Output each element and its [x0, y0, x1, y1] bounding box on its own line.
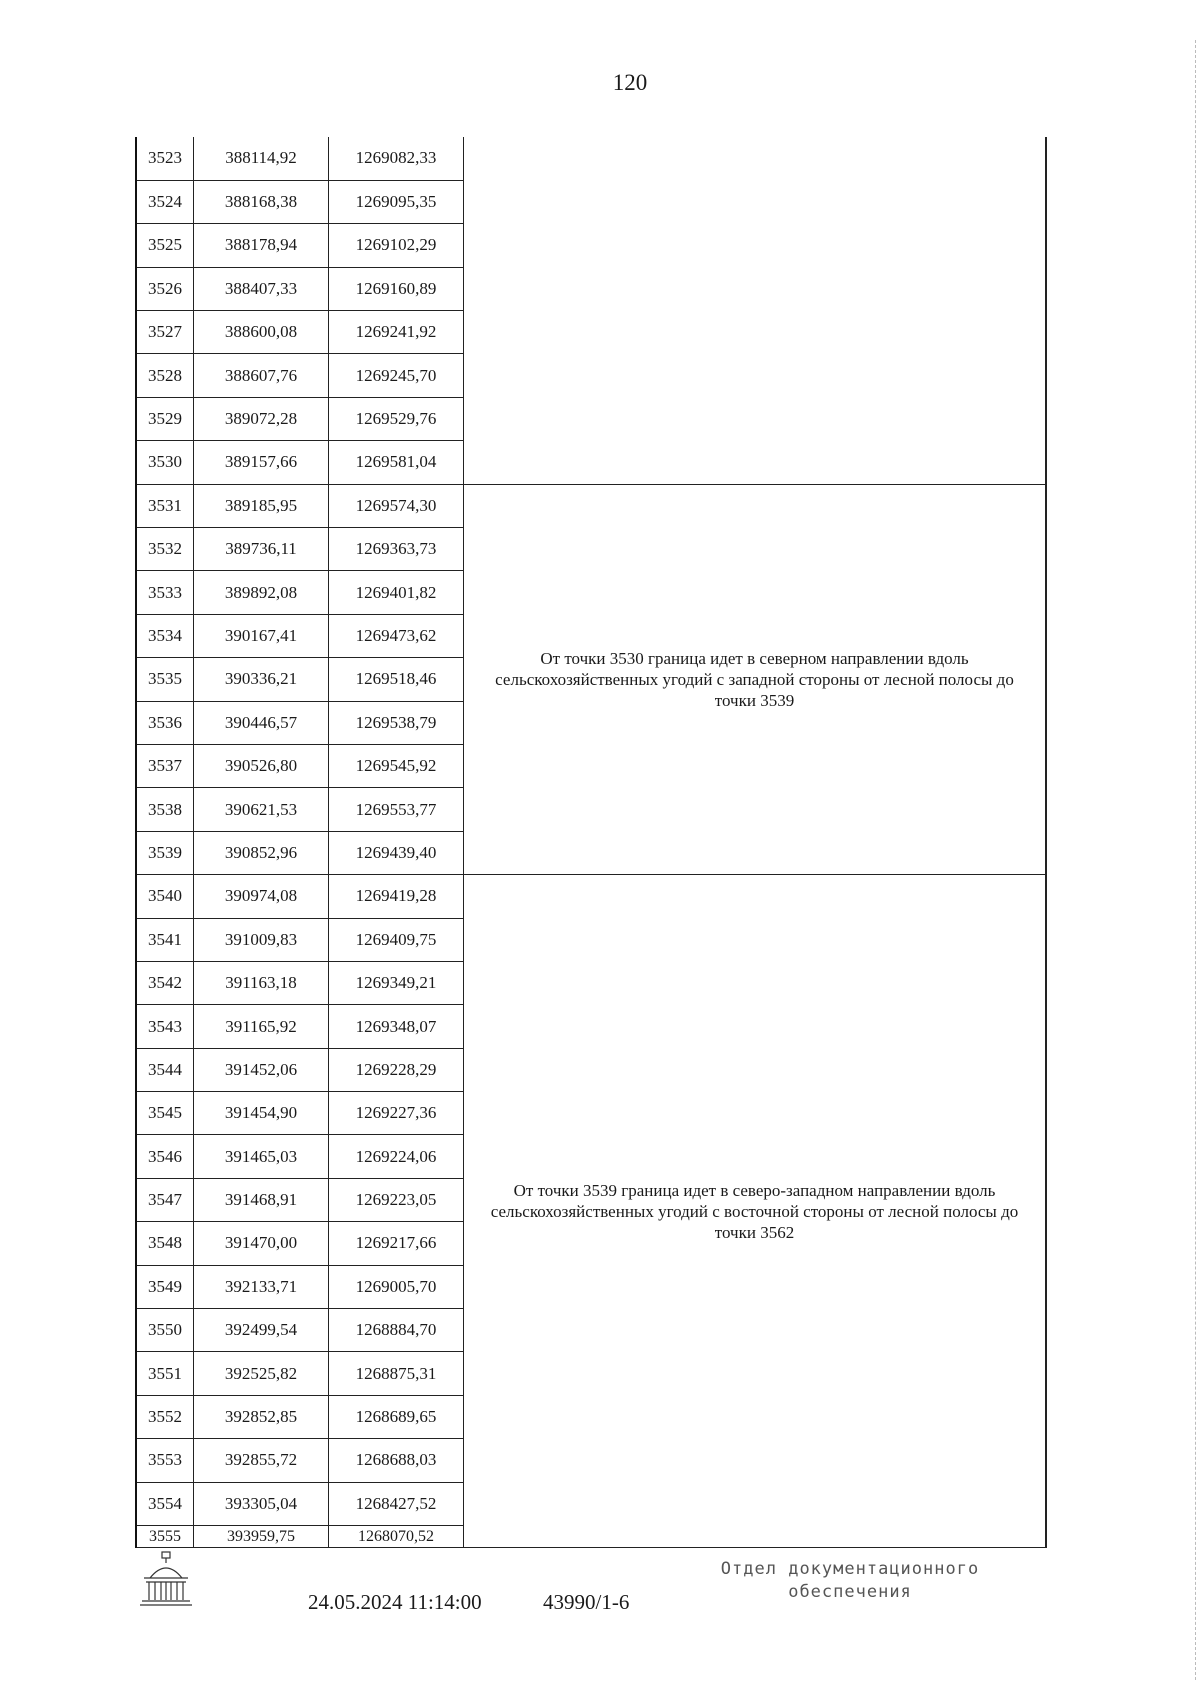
y-coordinate-cell: 1269401,82 [329, 571, 464, 614]
coordinates-table [135, 137, 1047, 1548]
point-number-cell: 3543 [136, 1005, 194, 1048]
y-coordinate-cell: 1269581,04 [329, 441, 464, 484]
y-coordinate-cell: 1268427,52 [329, 1482, 464, 1525]
point-number-cell: 3538 [136, 788, 194, 831]
stamp-line-1: Отдел документационного [720, 1559, 980, 1579]
point-number-cell: 3532 [136, 528, 194, 571]
x-coordinate-cell: 391468,91 [194, 1178, 329, 1221]
x-coordinate-cell: 391454,90 [194, 1092, 329, 1135]
point-number-cell: 3535 [136, 658, 194, 701]
x-coordinate-cell: 388178,94 [194, 224, 329, 267]
x-coordinate-cell: 392525,82 [194, 1352, 329, 1395]
y-coordinate-cell: 1269348,07 [329, 1005, 464, 1048]
y-coordinate-cell: 1269419,28 [329, 875, 464, 918]
y-coordinate-cell: 1269005,70 [329, 1265, 464, 1308]
x-coordinate-cell: 389185,95 [194, 484, 329, 527]
x-coordinate-cell: 391470,00 [194, 1222, 329, 1265]
x-coordinate-cell: 391163,18 [194, 961, 329, 1004]
x-coordinate-cell: 391465,03 [194, 1135, 329, 1178]
point-number-cell: 3524 [136, 180, 194, 223]
y-coordinate-cell: 1268875,31 [329, 1352, 464, 1395]
point-number-cell: 3536 [136, 701, 194, 744]
y-coordinate-cell: 1268689,65 [329, 1395, 464, 1438]
point-number-cell: 3526 [136, 267, 194, 310]
point-number-cell: 3527 [136, 311, 194, 354]
y-coordinate-cell: 1269228,29 [329, 1048, 464, 1091]
y-coordinate-cell: 1269224,06 [329, 1135, 464, 1178]
y-coordinate-cell: 1269538,79 [329, 701, 464, 744]
point-number-cell: 3540 [136, 875, 194, 918]
point-number-cell: 3544 [136, 1048, 194, 1091]
y-coordinate-cell: 1269574,30 [329, 484, 464, 527]
x-coordinate-cell: 391165,92 [194, 1005, 329, 1048]
page-number: 120 [612, 70, 648, 95]
point-number-cell: 3555 [136, 1526, 194, 1548]
point-number-cell: 3539 [136, 831, 194, 874]
x-coordinate-cell: 388407,33 [194, 267, 329, 310]
x-coordinate-cell: 393959,75 [194, 1526, 329, 1548]
y-coordinate-cell: 1269363,73 [329, 528, 464, 571]
x-coordinate-cell: 390852,96 [194, 831, 329, 874]
y-coordinate-cell: 1269160,89 [329, 267, 464, 310]
x-coordinate-cell: 393305,04 [194, 1482, 329, 1525]
scan-edge-artifact [1193, 40, 1196, 1680]
point-number-cell: 3529 [136, 397, 194, 440]
point-number-cell: 3523 [136, 137, 194, 180]
point-number-cell: 3528 [136, 354, 194, 397]
point-number-cell: 3548 [136, 1222, 194, 1265]
x-coordinate-cell: 388114,92 [194, 137, 329, 180]
y-coordinate-cell: 1269473,62 [329, 614, 464, 657]
point-number-cell: 3542 [136, 961, 194, 1004]
x-coordinate-cell: 392499,54 [194, 1309, 329, 1352]
y-coordinate-cell: 1268884,70 [329, 1309, 464, 1352]
duma-building-emblem-icon [136, 1550, 196, 1610]
coordinates-table-body [136, 137, 1046, 1548]
x-coordinate-cell: 391009,83 [194, 918, 329, 961]
footer-document-code: 43990/1-6 [543, 1590, 630, 1614]
point-number-cell: 3530 [136, 441, 194, 484]
table-row [136, 137, 1046, 180]
point-number-cell: 3547 [136, 1178, 194, 1221]
y-coordinate-cell: 1269245,70 [329, 354, 464, 397]
x-coordinate-cell: 390446,57 [194, 701, 329, 744]
point-number-cell: 3541 [136, 918, 194, 961]
point-number-cell: 3552 [136, 1395, 194, 1438]
y-coordinate-cell: 1269102,29 [329, 224, 464, 267]
x-coordinate-cell: 392855,72 [194, 1439, 329, 1482]
boundary-description-cell: От точки 3530 граница идет в северном направлении вдоль сельскохозяйственных угодий с западной стороны от лесной полосы до точки 3539 [464, 484, 1047, 875]
y-coordinate-cell: 1269227,36 [329, 1092, 464, 1135]
x-coordinate-cell: 389157,66 [194, 441, 329, 484]
point-number-cell: 3531 [136, 484, 194, 527]
point-number-cell: 3537 [136, 744, 194, 787]
point-number-cell: 3545 [136, 1092, 194, 1135]
point-number-cell: 3553 [136, 1439, 194, 1482]
y-coordinate-cell: 1269518,46 [329, 658, 464, 701]
point-number-cell: 3525 [136, 224, 194, 267]
point-number-cell: 3534 [136, 614, 194, 657]
y-coordinate-cell: 1269349,21 [329, 961, 464, 1004]
x-coordinate-cell: 390167,41 [194, 614, 329, 657]
x-coordinate-cell: 392133,71 [194, 1265, 329, 1308]
y-coordinate-cell: 1269095,35 [329, 180, 464, 223]
x-coordinate-cell: 390974,08 [194, 875, 329, 918]
stamp-line-2: обеспечения [788, 1582, 912, 1602]
point-number-cell: 3546 [136, 1135, 194, 1178]
y-coordinate-cell: 1269529,76 [329, 397, 464, 440]
x-coordinate-cell: 391452,06 [194, 1048, 329, 1091]
y-coordinate-cell: 1269223,05 [329, 1178, 464, 1221]
x-coordinate-cell: 388600,08 [194, 311, 329, 354]
point-number-cell: 3549 [136, 1265, 194, 1308]
y-coordinate-cell: 1269241,92 [329, 311, 464, 354]
x-coordinate-cell: 390336,21 [194, 658, 329, 701]
x-coordinate-cell: 388168,38 [194, 180, 329, 223]
table-row [136, 484, 1046, 527]
y-coordinate-cell: 1268070,52 [329, 1526, 464, 1548]
y-coordinate-cell: 1269439,40 [329, 831, 464, 874]
point-number-cell: 3554 [136, 1482, 194, 1525]
table-row [136, 875, 1046, 918]
boundary-description-cell: От точки 3539 граница идет в северо-западном направлении вдоль сельскохозяйственных угодий с восточной стороны от лесной полосы до точки 3562 [464, 875, 1047, 1548]
y-coordinate-cell: 1268688,03 [329, 1439, 464, 1482]
y-coordinate-cell: 1269409,75 [329, 918, 464, 961]
y-coordinate-cell: 1269217,66 [329, 1222, 464, 1265]
point-number-cell: 3551 [136, 1352, 194, 1395]
footer-timestamp: 24.05.2024 11:14:00 [308, 1590, 482, 1614]
x-coordinate-cell: 389072,28 [194, 397, 329, 440]
x-coordinate-cell: 389892,08 [194, 571, 329, 614]
x-coordinate-cell: 390621,53 [194, 788, 329, 831]
point-number-cell: 3550 [136, 1309, 194, 1352]
x-coordinate-cell: 389736,11 [194, 528, 329, 571]
x-coordinate-cell: 390526,80 [194, 744, 329, 787]
x-coordinate-cell: 392852,85 [194, 1395, 329, 1438]
boundary-description-cell [464, 137, 1047, 484]
y-coordinate-cell: 1269545,92 [329, 744, 464, 787]
y-coordinate-cell: 1269082,33 [329, 137, 464, 180]
point-number-cell: 3533 [136, 571, 194, 614]
x-coordinate-cell: 388607,76 [194, 354, 329, 397]
y-coordinate-cell: 1269553,77 [329, 788, 464, 831]
department-stamp [700, 1558, 1000, 1604]
